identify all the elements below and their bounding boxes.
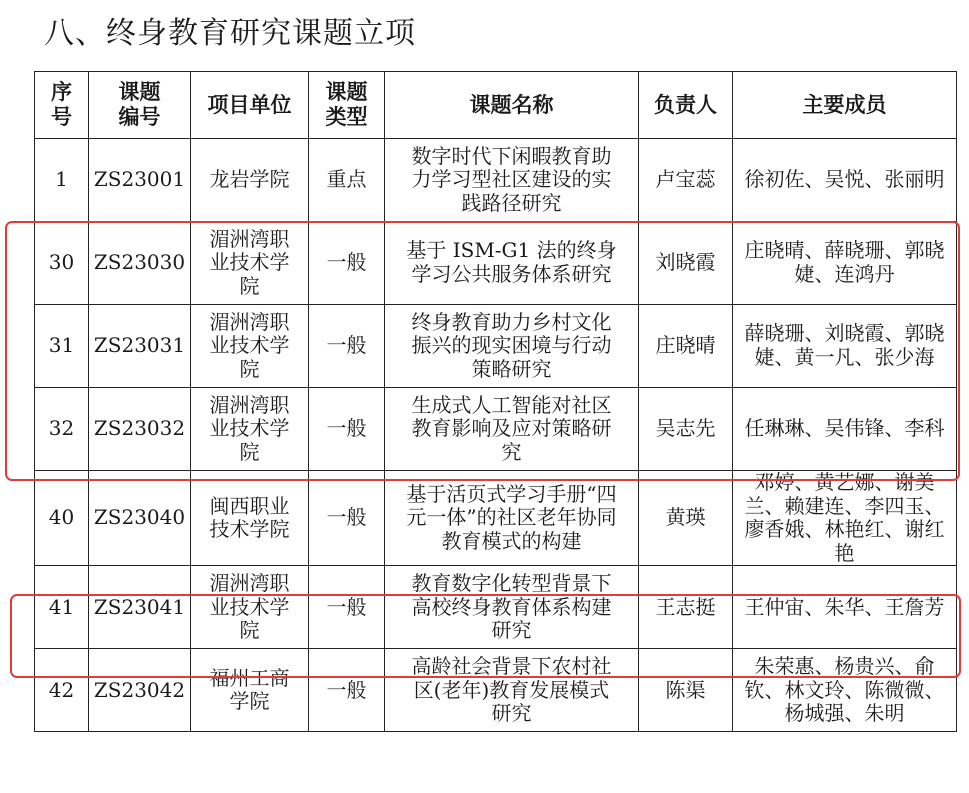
table-row	[35, 471, 957, 566]
cell-members: 庄晓晴、薛晓珊、郭晓婕、连鸿丹	[733, 222, 957, 305]
cell-no: 41	[35, 566, 89, 649]
table-row	[35, 305, 957, 388]
cell-type: 一般	[309, 305, 385, 388]
cell-name: 数字时代下闲暇教育助力学习型社区建设的实践路径研究	[385, 139, 639, 222]
cell-code: ZS23042	[89, 649, 191, 732]
header-no: 序号	[35, 72, 89, 139]
cell-no: 31	[35, 305, 89, 388]
header-name: 课题名称	[385, 72, 639, 139]
cell-type: 一般	[309, 471, 385, 566]
cell-leader: 王志挺	[639, 566, 733, 649]
cell-unit: 福州工商学院	[191, 649, 309, 732]
cell-leader: 刘晓霞	[639, 222, 733, 305]
cell-unit: 湄洲湾职业技术学院	[191, 222, 309, 305]
table-row	[35, 388, 957, 471]
cell-type: 一般	[309, 566, 385, 649]
cell-members: 朱荣惠、杨贵兴、俞钦、林文玲、陈微微、杨城强、朱明	[733, 649, 957, 732]
table-row	[35, 649, 957, 732]
cell-code: ZS23041	[89, 566, 191, 649]
cell-name: 高龄社会背景下农村社区(老年)教育发展模式研究	[385, 649, 639, 732]
cell-unit: 湄洲湾职业技术学院	[191, 566, 309, 649]
cell-members: 徐初佐、吴悦、张丽明	[733, 139, 957, 222]
header-members: 主要成员	[733, 72, 957, 139]
cell-unit: 闽西职业技术学院	[191, 471, 309, 566]
header-leader: 负责人	[639, 72, 733, 139]
table-row	[35, 139, 957, 222]
cell-type: 一般	[309, 649, 385, 732]
cell-no: 42	[35, 649, 89, 732]
table-header-row	[35, 72, 957, 139]
cell-code: ZS23032	[89, 388, 191, 471]
table-row	[35, 566, 957, 649]
cell-leader: 卢宝蕊	[639, 139, 733, 222]
cell-leader: 吴志先	[639, 388, 733, 471]
cell-no: 1	[35, 139, 89, 222]
cell-no: 30	[35, 222, 89, 305]
page-title: 八、终身教育研究课题立项	[44, 16, 416, 51]
cell-type: 重点	[309, 139, 385, 222]
cell-members: 薛晓珊、刘晓霞、郭晓婕、黄一凡、张少海	[733, 305, 957, 388]
cell-name: 基于活页式学习手册“四元一体”的社区老年协同教育模式的构建	[385, 471, 639, 566]
cell-leader: 黄瑛	[639, 471, 733, 566]
cell-unit: 湄洲湾职业技术学院	[191, 305, 309, 388]
cell-members: 邓婷、黄艺娜、谢美兰、赖建连、李四玉、廖香娥、林艳红、谢红艳	[733, 471, 957, 566]
cell-name: 生成式人工智能对社区教育影响及应对策略研究	[385, 388, 639, 471]
cell-no: 40	[35, 471, 89, 566]
projects-table	[34, 71, 957, 732]
cell-code: ZS23031	[89, 305, 191, 388]
header-code: 课题编号	[89, 72, 191, 139]
table-row	[35, 222, 957, 305]
cell-no: 32	[35, 388, 89, 471]
cell-leader: 陈渠	[639, 649, 733, 732]
cell-name: 基于 ISM-G1 法的终身学习公共服务体系研究	[385, 222, 639, 305]
header-unit: 项目单位	[191, 72, 309, 139]
cell-name: 终身教育助力乡村文化振兴的现实困境与行动策略研究	[385, 305, 639, 388]
cell-members: 任琳琳、吴伟锋、李科	[733, 388, 957, 471]
header-type: 课题类型	[309, 72, 385, 139]
cell-code: ZS23040	[89, 471, 191, 566]
cell-unit: 龙岩学院	[191, 139, 309, 222]
cell-leader: 庄晓晴	[639, 305, 733, 388]
cell-code: ZS23001	[89, 139, 191, 222]
cell-type: 一般	[309, 388, 385, 471]
cell-unit: 湄洲湾职业技术学院	[191, 388, 309, 471]
cell-code: ZS23030	[89, 222, 191, 305]
cell-name: 教育数字化转型背景下高校终身教育体系构建研究	[385, 566, 639, 649]
cell-type: 一般	[309, 222, 385, 305]
cell-members: 王仲宙、朱华、王詹芳	[733, 566, 957, 649]
